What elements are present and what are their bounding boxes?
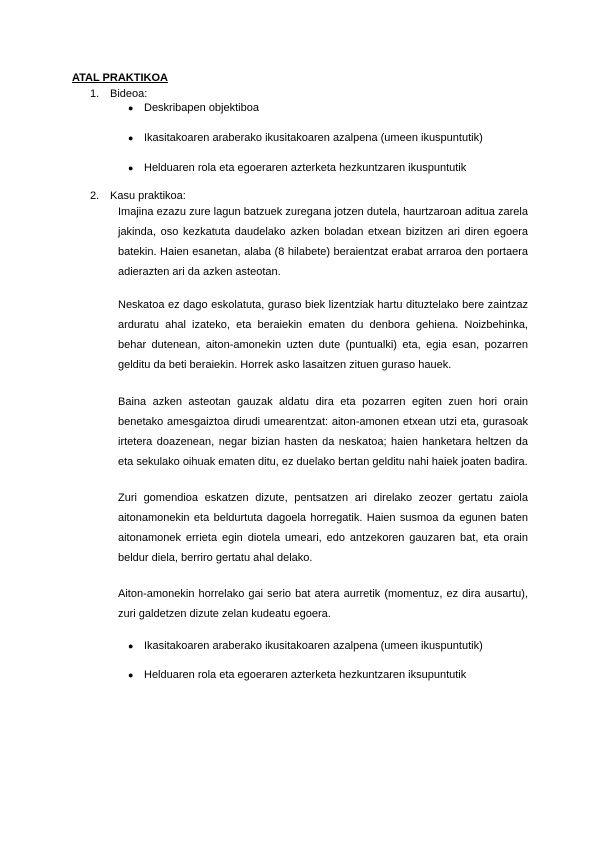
bullet-text: Ikasitakoaren araberako ikusitakoaren azalpena (umeen ikuspuntutik) [144, 132, 483, 144]
bullet-item [128, 132, 483, 144]
bullet-item [128, 669, 466, 681]
paragraph: Aiton-amonekin horrelako gai serio bat atera aurretik (momentuz, ez dira ausartu), zuri galdetzen dizute zelan kudeatu egoera. [118, 588, 528, 620]
bullet-item [128, 162, 466, 174]
bullet-icon: ● [128, 670, 134, 680]
paragraph: Neskatoa ez dago eskolatuta, guraso biek lizentziak hartu dituztelako bere zaintzaz arduratu ahal izateko, eta beraiekin ematen du denbora gehiena. Noizbehinka, behar dutenean, aiton-amonekin uzten dute (puntualki) eta, egia esan, pozarren gelditu da beti beraiekin. Horrek asko lasaitzen zituen guraso hauek. [118, 299, 528, 371]
bullet-item [128, 102, 259, 114]
bullet-icon: ● [128, 163, 134, 173]
list-number: 1. [90, 88, 100, 100]
bullet-text: Helduaren rola eta egoeraren azterketa hezkuntzaren ikuspuntutik [144, 162, 467, 174]
list-number: 2. [90, 190, 100, 202]
list-item-kasu-praktikoa [90, 190, 186, 202]
list-item-bideoa [90, 88, 147, 100]
bullet-item [128, 640, 483, 652]
bullet-text: Helduaren rola eta egoeraren azterketa hezkuntzaren iksupuntutik [144, 669, 467, 681]
paragraph: Imajina ezazu zure lagun batzuek zuregana jotzen dutela, haurtzaroan aditua zarela jakinda, oso kezkatuta daudelako azken boladan etxean bizitzen ari diren egoera batekin. Haien esanetan, alaba (8 hilabete) beraientzat erabat arraroa den portaera adierazten ari da azken asteotan. [118, 206, 528, 278]
list-label: Bideoa: [110, 88, 148, 100]
paragraph: Baina azken asteotan gauzak aldatu dira eta pozarren egiten zuen hori orain benetako amesgaiztoa dirudi umearentzat: aiton-amonen etxean utzi eta, gurasoak irtetera doazenean, negar bizian hasten da neskatoa; haien hanketara heltzen da eta sekulako oihuak ematen ditu, ez duelako bertan gelditu nahi haiek joaten badira. [118, 396, 528, 468]
list-label: Kasu praktikoa: [110, 190, 186, 202]
page-title: ATAL PRAKTIKOA [72, 72, 168, 84]
paragraph: Zuri gomendioa eskatzen dizute, pentsatzen ari direlako zeozer gertatu zaiola aitonamonekin eta beldurtuta dagoela horregatik. Haien susmoa da egunen baten aitonamonek errieta egin diotela umeari, edo antzekoren gauzaren bat, eta orain beldur diela, berriro gertatu ahal delako. [118, 492, 528, 564]
bullet-text: Deskribapen objektiboa [144, 102, 259, 114]
bullet-icon: ● [128, 103, 134, 113]
bullet-icon: ● [128, 133, 134, 143]
bullet-icon: ● [128, 641, 134, 651]
bullet-text: Ikasitakoaren araberako ikusitakoaren azalpena (umeen ikuspuntutik) [144, 640, 483, 652]
